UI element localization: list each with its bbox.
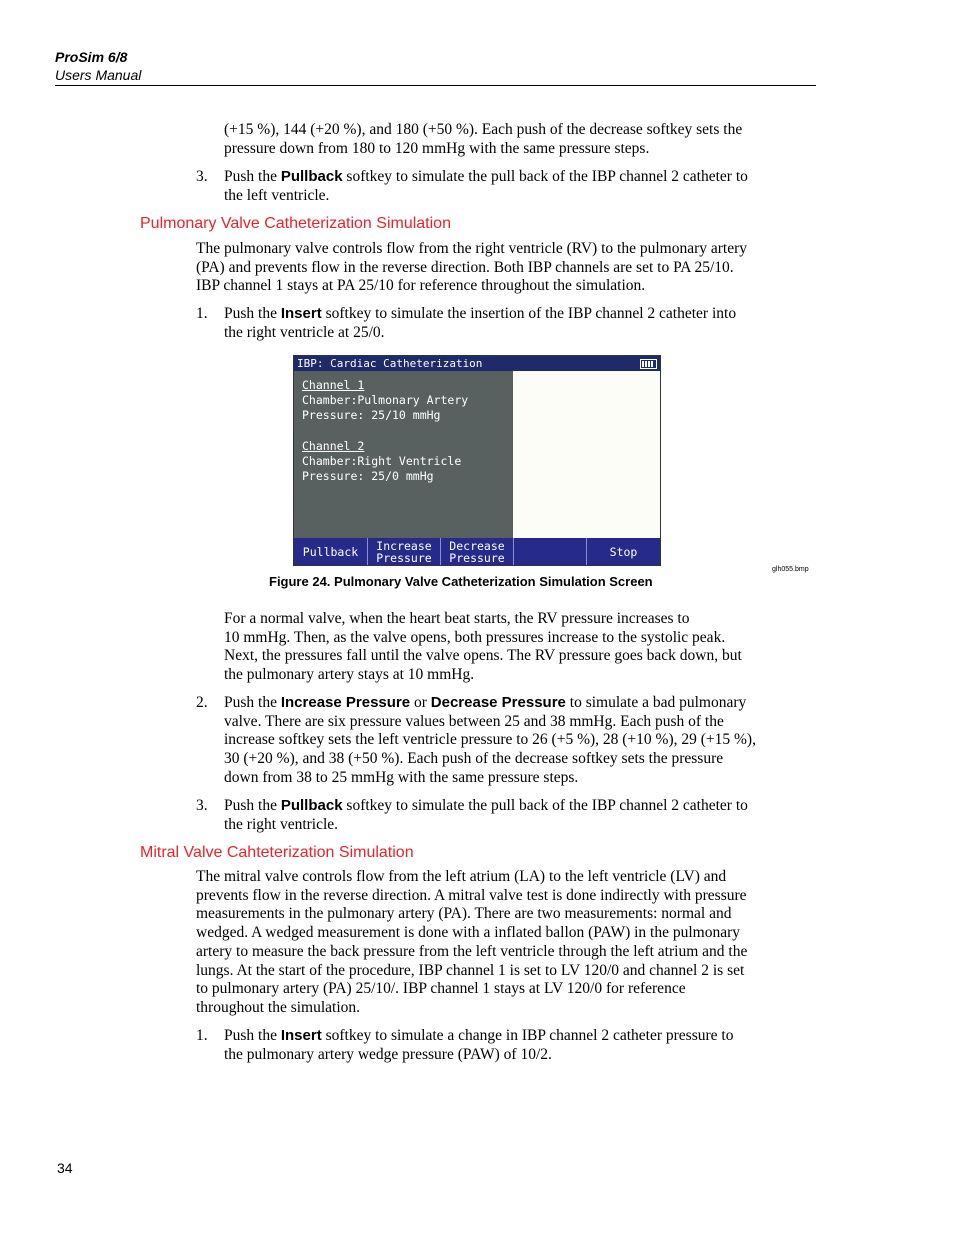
battery-icon [640,359,657,369]
softkey-name: Insert [280,1027,322,1044]
figure-caption: Figure 24. Pulmonary Valve Catheterization Simulation Screen [269,574,653,589]
softkey-pullback[interactable]: Pullback [294,538,368,565]
page-header [55,48,816,86]
waveform-pane [513,371,660,538]
step-number: 2. [196,694,208,711]
intro-paragraph: (+15 %), 144 (+20 %), and 180 (+50 %). Each push of the decrease softkey sets the pressure down from 180 to 120 mmHg with the same pressure steps. [224,121,743,157]
step-1-insert-paw: Push the Insert softkey to simulate a change in IBP channel 2 catheter pressure to the pulmonary artery wedge pressure (PAW) of 10/2. [224,1027,734,1063]
screen-title: IBP: Cardiac Catheterization [297,357,483,370]
channel-2-pressure: Pressure: 25/0 mmHg [302,469,434,483]
softkey-blank [514,538,587,565]
mitral-paragraph: The mitral valve controls flow from the left atrium (LA) to the left ventricle (LV) and prevents flow in the reverse direction. A mitral valve test is done indirectly with pressure measurements in the pulmonary artery (PA). There are two measurements: normal and wedged. A wedged measurement is done with a inflated ballon (PAW) in the pulmonary artery to measure the back pressure from the left ventricle through the left atrium and the lungs. At the start of the procedure, IBP channel 1 is set to LV 120/0 and channel 2 is set to pulmonary artery (PA) 25/10/. IBP channel 1 stays at LV 120/0 for reference throughout the simulation. [196,868,748,1016]
channel-1-pressure: Pressure: 25/10 mmHg [302,408,441,422]
step-number: 3. [196,168,208,185]
step-1-insert: Push the Insert softkey to simulate the insertion of the IBP channel 2 catheter into the right ventricle at 25/0. [224,305,737,341]
softkey-name: Pullback [280,797,343,814]
channel-1-chamber: Chamber:Pulmonary Artery [302,393,469,407]
step-3-pullback-rv: Push the Pullback softkey to simulate the pull back of the IBP channel 2 catheter to the right ventricle. [224,797,748,833]
channel-2-label: Channel 2 [302,439,365,453]
step-number: 3. [196,797,208,814]
softkey-bar [294,538,660,565]
channel-2-chamber: Chamber:Right Ventricle [302,454,462,468]
manual-name: Users Manual [55,67,142,83]
page-number: 34 [57,1160,73,1176]
section-heading-pulmonary: Pulmonary Valve Catheterization Simulation [140,215,451,232]
softkey-name: Decrease Pressure [430,694,566,711]
device-screen-figure [293,355,661,566]
section-heading-mitral: Mitral Valve Cahteterization Simulation [140,844,414,861]
product-name: ProSim 6/8 [55,49,128,65]
figure-filename: glh055.bmp [772,566,809,573]
normal-valve-paragraph: For a normal valve, when the heart beat starts, the RV pressure increases to 10 mmHg. Then, as the valve opens, both pressures increase to the systolic peak. Next, the pressures fall until the valve opens. The RV pressure goes back down, but the pulmonary artery stays at 10 mmHg. [224,610,742,684]
step-number: 1. [196,305,208,322]
softkey-stop[interactable]: Stop [609,544,638,559]
step-2-bad-valve: Push the Increase Pressure or Decrease Pressure to simulate a bad pulmonary valve. There are six pressure values between 25 and 38 mmHg. Each push of the increase softkey sets the left ventricle pressure to 26 (+5 %), 28 (+10 %), 29 (+15 %), 30 (+20 %), and 38 (+50 %). Each push of the decrease softkey sets the pressure down from 38 to 25 mmHg with the same pressure steps. [224,694,756,786]
step-3-pullback-lv: Push the Pullback softkey to simulate the pull back of the IBP channel 2 catheter to the left ventricle. [224,168,748,204]
pulmonary-paragraph: The pulmonary valve controls flow from the right ventricle (RV) to the pulmonary artery (PA) and prevents flow in the reverse direction. Both IBP channels are set to PA 25/10. IBP channel 1 stays at PA 25/10 for reference throughout the simulation. [196,240,747,295]
channel-1-label: Channel 1 [302,378,365,392]
softkey-name: Pullback [280,168,343,185]
softkey-decrease-pressure[interactable]: Decrease Pressure [441,538,514,565]
softkey-name: Insert [280,305,322,322]
channel-info-pane [294,371,513,538]
step-number: 1. [196,1027,208,1044]
softkey-name: Increase Pressure [280,694,411,711]
softkey-increase-pressure[interactable]: Increase Pressure [368,538,441,565]
screen-title-bar [294,356,660,371]
